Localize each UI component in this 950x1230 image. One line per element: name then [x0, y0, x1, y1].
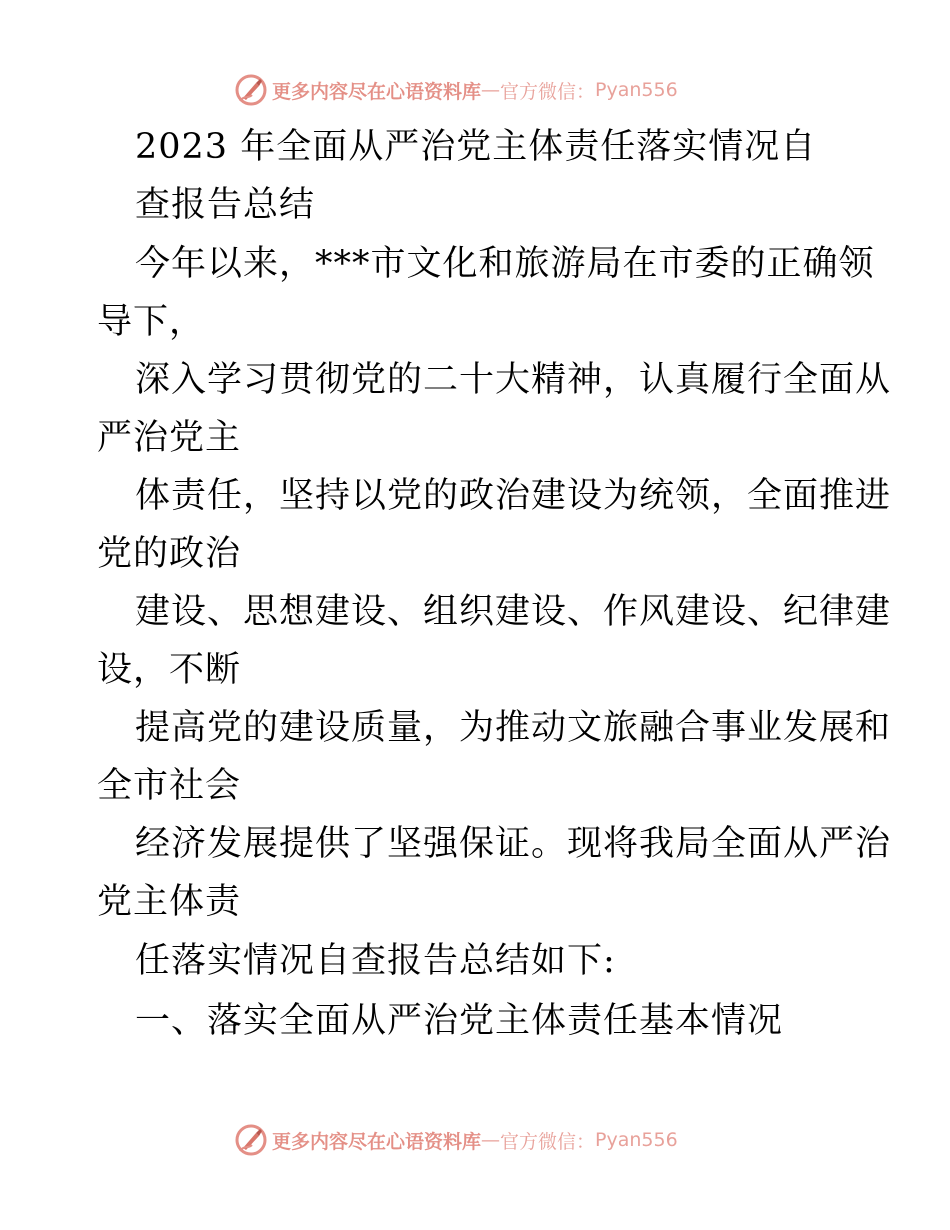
- document-title-line-1: 2023 年全面从严治党主体责任落实情况自: [135, 127, 817, 167]
- footer-watermark: [234, 1123, 678, 1157]
- paragraph-line: 深入学习贯彻党的二十大精神，认真履行全面从: [135, 360, 892, 400]
- paragraph-line: 经济发展提供了坚强保证。现将我局全面从严治: [135, 824, 892, 864]
- watermark-label: 官方微信：: [500, 1130, 596, 1153]
- paragraph-line: 提高党的建设质量，为推动文旅融合事业发展和: [135, 708, 892, 748]
- section-heading: 一、落实全面从严治党主体责任基本情况: [135, 1001, 784, 1041]
- paragraph-line: 导下，: [97, 302, 206, 342]
- watermark-separator: —: [481, 79, 501, 101]
- paragraph-line: 严治党主: [97, 418, 242, 458]
- document-title-line-2: 查报告总结: [135, 185, 316, 225]
- watermark-brand: 更多内容尽在心语资料库: [272, 1130, 482, 1153]
- paragraph-line: 建设、思想建设、组织建设、作风建设、纪律建: [135, 592, 892, 632]
- pen-logo-icon: [234, 73, 268, 107]
- paragraph-line: 党主体责: [97, 882, 242, 922]
- header-watermark: [234, 73, 678, 107]
- paragraph-line: 体责任，坚持以党的政治建设为统领，全面推进: [135, 476, 892, 516]
- paragraph-line: 全市社会: [97, 766, 242, 806]
- watermark-wechat-id: Pyan556: [595, 79, 678, 101]
- watermark-wechat-id: Pyan556: [595, 1129, 678, 1151]
- watermark-label: 官方微信：: [500, 80, 596, 103]
- paragraph-line: 设，不断: [97, 650, 242, 690]
- watermark-brand: 更多内容尽在心语资料库: [272, 80, 482, 103]
- paragraph-line: 党的政治: [97, 534, 242, 574]
- paragraph-line: 任落实情况自查报告总结如下:: [135, 941, 616, 981]
- watermark-separator: —: [481, 1129, 501, 1151]
- paragraph-line: 今年以来，***市文化和旅游局在市委的正确领: [135, 244, 875, 284]
- pen-logo-icon: [234, 1123, 268, 1157]
